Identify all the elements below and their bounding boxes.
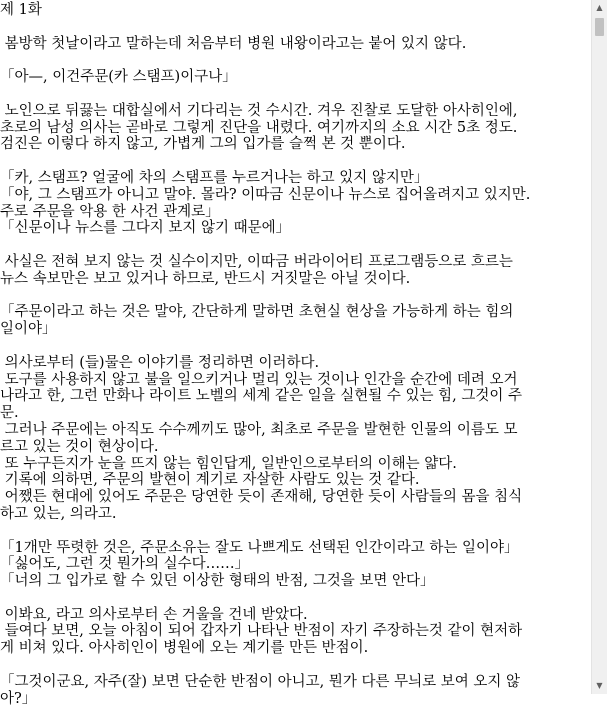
document-line: [0, 86, 591, 103]
document-line: [0, 237, 591, 254]
document-line: 사실은 전혀 보지 않는 것 실수이지만, 이따금 버라이어티 프로그램등으로 흐르는: [0, 253, 513, 270]
document-line: 들여다 보면, 오늘 아침이 되어 갑자기 나타난 반점이 자기 주장하는것 같이 현저하: [0, 623, 523, 640]
document-line: 「그것이군요, 자주(잘) 보면 단순한 반점이 아니고, 뭔가 다른 무늬로 보여 오지 않: [0, 673, 520, 690]
document-line: [0, 19, 591, 36]
document-line: [0, 52, 591, 69]
document-line: 「야, 그 스탬프가 아니고 말야. 몰라? 이따금 신문이나 뉴스로 집어올려지고 있지만.: [0, 186, 531, 203]
document-line: 초로의 남성 의사는 곧바로 그렇게 진단을 내렸다. 여기까지의 소요 시간 5초 정도.: [0, 119, 518, 136]
document-line: 제 1화: [0, 2, 42, 18]
document-line: 도구를 사용하지 않고 불을 일으키거나 멀리 있는 것이나 인간을 순간에 데려 오거: [0, 371, 518, 388]
document-line: 게 비쳐 있다. 아사히인이 병원에 오는 계기를 만든 반점이.: [0, 640, 369, 657]
document-line: 기록에 의하면, 주문의 발현이 계기로 자살한 사람도 있는 것 같다.: [0, 472, 420, 489]
document-line: 뉴스 속보만은 보고 있거나 하므로, 반드시 거짓말은 아닐 것이다.: [0, 270, 411, 287]
document-line: 「아—, 이건주문(카 스탬프)이구나」: [0, 69, 237, 86]
document-line: 「싫어도, 그런 것 뭔가의 실수다……」: [0, 556, 250, 573]
document-line: 검진은 이렇다 하지 않고, 가볍게 그의 입가를 슬쩍 본 것 뿐이다.: [0, 136, 406, 153]
document-line: [0, 288, 591, 305]
document-line: 「1개만 뚜렷한 것은, 주문소유는 잘도 나쁘게도 선택된 인간이라고 하는 일이야」: [0, 539, 519, 556]
document-line: 「카, 스탬프? 얼굴에 차의 스탬프를 누르거나는 하고 있지 않지만」: [0, 169, 429, 186]
document-line: 또 누구든지가 눈을 뜨지 않는 힘인답게, 일반인으로부터의 이해는 얇다.: [0, 455, 457, 472]
document-line: 아?」: [0, 690, 37, 707]
document-line: 「신문이나 뉴스를 그다지 보지 않기 때문에」: [0, 220, 291, 237]
document-line: 의사로부터 (들)물은 이야기를 정리하면 이러하다.: [0, 354, 320, 371]
document-line: 노인으로 뒤끓는 대합실에서 기다리는 것 수시간. 겨우 진찰로 도달한 아사히인에,: [0, 102, 518, 119]
document-line: [0, 523, 591, 540]
document-line: [0, 657, 591, 674]
document-line: 「주문이라고 하는 것은 말야, 간단하게 말하면 초현실 현상을 가능하게 하는 힘의: [0, 304, 514, 321]
document-line: [0, 338, 591, 355]
document-line: 이봐요, 라고 의사로부터 손 거울을 건네 받았다.: [0, 606, 308, 623]
scroll-down-arrow-icon[interactable]: ▼: [596, 681, 603, 690]
document-line: [0, 153, 591, 170]
document-line: 어쨌든 현대에 있어도 주문은 당연한 듯이 존재해, 당연한 듯이 사람들의 몸을 침식: [0, 489, 523, 506]
document-line: 그러나 주문에는 아직도 수수께끼도 많아, 최초로 주문을 발현한 인물의 이름도 모: [0, 421, 518, 438]
document-line: 「너의 그 입가로 할 수 있던 이상한 형태의 반점, 그것을 보면 안다」: [0, 573, 435, 590]
document-line: 르고 있는 것이 현상이다.: [0, 438, 159, 455]
document-line: 나라고 한, 그런 만화나 라이트 노벨의 세계 같은 일을 실현될 수 있는 힘, 그것이 주: [0, 388, 522, 405]
document-line: 봄방학 첫날이라고 말하는데 처음부터 병원 내왕이라고는 붙어 있지 않다.: [0, 35, 467, 52]
vertical-scrollbar[interactable]: [591, 0, 607, 694]
scrollbar-thumb[interactable]: [595, 18, 604, 36]
document-line: 문.: [0, 405, 19, 422]
document-line: 하고 있는, 의라고.: [0, 505, 117, 522]
document-line: 일이야」: [0, 321, 57, 338]
document-line: 주로 주문을 악용 한 사건 관계로」: [0, 203, 220, 220]
document-line: [0, 590, 591, 607]
scroll-up-arrow-icon[interactable]: ▲: [596, 3, 603, 12]
